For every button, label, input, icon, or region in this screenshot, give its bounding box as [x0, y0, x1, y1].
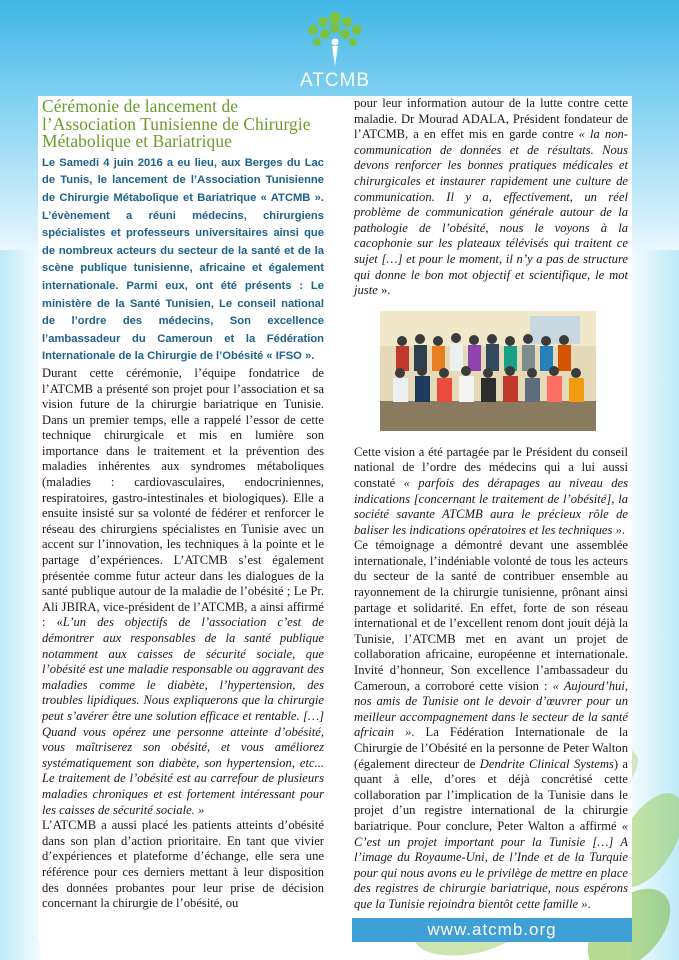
paragraph: pour leur information autour de la lutte contre cette maladie. Dr Mourad ADALA, Président fondateur de l’ATCMB, a en effet mis en garde contre « la non-communication de données et de résultats. Nous devons renforcer les bonnes pratiques médicales et chirurgicales et instaurer rapidement une culture de communication. Il y a, effectivement, un réel problème de communication générale autour de la pathologie de l’obésité, nous le voyons à la cacophonie sur les plateaux télévisés qui traitent ce sujet […] et pour le moment, il n’y a pas de structure qui donne le bon mot objectif et scientifique, le mot juste ». — [354, 96, 628, 298]
quote: « la non-communication de données et de résultats. Nous devons renforcer les bonnes pratiques médicales et chirurgicales et instaurer rapidement une culture de communication. Il y a, effectivement, un réel problème de communication générale autour de la pathologie de l’obésité, nous le voyons à la cacophonie sur les plateaux télévisés qui traitent ce sujet […] et pour le moment, il n’y a pas de structure qui donne le bon mot objectif et scientifique, le mot juste — [354, 127, 628, 298]
article-title: Cérémonie de lancement de l’Association Tunisienne de Chirurgie Métabolique et Bariatrique — [42, 96, 311, 152]
quote: « C’est un projet important pour la Tunisie […] A l’image du Royaume-Uni, de l’Inde et de la Turquie pour qui nous avons eu le privilège de mettre en place des registres de chirurgie bariatrique, nous espérons que la Tunisie rejoindra bientôt cette famille » — [354, 818, 628, 911]
website-link[interactable]: www.atcmb.org — [427, 920, 557, 939]
quote: « parfois des dérapages au niveau des indications [concernant le traitement de l’obésité], la société savante ATCMB aura le précieux rôle de baliser les indications opératoires et les techniques » — [354, 475, 628, 537]
group-photo-illustration — [380, 311, 596, 431]
tree-icon — [295, 6, 375, 70]
quote: « Aujourd’hui, nos amis de Tunisie ont le devoir d’œuvrer pour un meilleur accompagnement dans le secteur de la santé africain » — [354, 678, 628, 740]
right-column — [354, 96, 628, 913]
intro-paragraph: Le Samedi 4 juin 2016 a eu lieu, aux Berges du Lac de Tunis, le lancement de l’Association Tunisienne de Chirurgie Métabolique et Bariatrique « ATCMB ». L’évènement a réuni médecins, chirurgiens spécialistes et professeurs universitaires ainsi que de nombreux acteurs du secteur de la santé et de la scène publique tunisienne, africaine et également internationale. Parmi eux, ont été présents : Le ministère de la Santé Tunisien, Le conseil national de l’ordre des médecins, Son excellence l’ambassadeur du Cameroun et la Fédération Internationale de la Chirurgie de l’Obésité « IFSO ». — [42, 156, 324, 363]
paragraph: Ce témoignage a démontré devant une assemblée internationale, l’indéniable volonté de tous les acteurs du secteur de la santé de contribuer ensemble au rayonnement de la chirurgie tunisienne, prônant ainsi partage et solidarité. En effet, forte de son réseau international et de l’excellent renom dont jouit déjà la Tunisie, l’ATCMB met en avant un projet de collaboration africaine, européenne et internationale. Invité d’honneur, Son excellence l’ambassadeur du Cameroun, a corroboré cette vision : « Aujourd’hui, nos amis de Tunisie ont le devoir d’œuvrer pour un meilleur accompagnement dans le secteur de la santé africain ». La Fédération Internationale de la Chirurgie de l’Obésité en la personne de Peter Walton (également directeur de Dendrite Clinical Systems) a quant à elle, d’ores et déjà concrétisé cette collaboration par l’implication de la Tunisie dans le projet d’un registre international de la chirurgie bariatrique. Pour conclure, Peter Walton a affirmé « C’est un projet important pour la Tunisie […] A l’image du Royaume-Uni, de l’Inde et de la Turquie pour qui nous avons eu le privilège de mettre en place des registres de chirurgie bariatrique, nous espérons que la Tunisie rejoindra bientôt cette famille ». — [354, 538, 629, 911]
left-column — [42, 98, 324, 912]
logo-text: ATCMB — [299, 70, 371, 91]
company-name: Dendrite Clinical Systems — [479, 756, 614, 771]
paragraph: Cette vision a été partagée par le Président du conseil national de l’ordre des médecins qui a lui aussi constaté « parfois des dérapages au niveau des indications [concernant le traitement de l’obésité], la société savante ATCMB aura le précieux rôle de baliser les indications opératoires et les techniques ». — [354, 444, 628, 537]
group-photo — [380, 311, 596, 431]
article — [38, 96, 632, 942]
atcmb-logo — [295, 6, 375, 92]
quote: L’un des objectifs de l’association c’est de démontrer aux responsables de la santé publique notamment aux caisses de sécurité sociale, que l’obésité est une maladie responsable ou aggravant des maladies comme le diabète, l’hypertension, des troubles lipidiques. Nous expliquerons que la chirurgie peut s’avérer être une solution efficace et rentable. […] Quand vous opérez une personne atteinte d’obésité, vous maîtriserez son obésité, et vous améliorez systématiquement son diabète, son hypertension, etc... Le traitement de l’obésité est au carrefour de plusieurs maladies chroniques et est fortement intéressant pour les caisses de sécurité sociale. » — [42, 615, 324, 817]
footer-bar — [352, 918, 632, 942]
paragraph: L’ATCMB a aussi placé les patients atteints d’obésité dans son plan d’action prioritaire. En tant que vivier d’expériences et plateforme d’échange, elle sera une référence pour ces derniers mettant à leur disposition des données probantes pour leur prise de décision concernant la chirurgie de l’obésité, ou — [42, 818, 324, 911]
left-margin-background — [0, 250, 40, 960]
paragraph: Durant cette cérémonie, l’équipe fondatrice de l’ATCMB a présenté son projet pour l’association et sa vision future de la chirurgie bariatrique en Tunisie. Dans un premier temps, elle a rappelé l’essor de cette technique chirurgicale et mis en lumière son importance dans le traitement et la prévention des maladies inhérentes aux syndromes métaboliques (maladies : cardiovasculaires, endocriniennes, respiratoires, gastro-intestinales et biologiques). Elle a ensuite insisté sur sa volonté de fédérer et renforcer le réseau des chirurgiens spécialistes en Tunisie avec un accent sur l’innovation, les techniques à la pointe et le partage d’expériences. L’ATCMB s’est également présentée comme futur acteur dans les dialogues de la santé publique autour de la maladie de l’obésité ; Le Pr. Ali JBIRA, vice-président de l’ATCMB, a ainsi affirmé : «L’un des objectifs de l’association c’est de démontrer aux responsables de la santé publique notamment aux caisses de sécurité sociale, que l’obésité est une maladie responsable ou aggravant des maladies comme le diabète, l’hypertension, des troubles lipidiques. Nous expliquerons que la chirurgie peut s’avérer être une solution efficace et rentable. […] Quand vous opérez une personne atteinte d’obésité, vous maîtriserez son obésité, et vous améliorez systématiquement son diabète, son hypertension, etc... Le traitement de l’obésité est au carrefour de plusieurs maladies chroniques et est fortement intéressant pour les caisses de sécurité sociale. » — [42, 365, 324, 817]
